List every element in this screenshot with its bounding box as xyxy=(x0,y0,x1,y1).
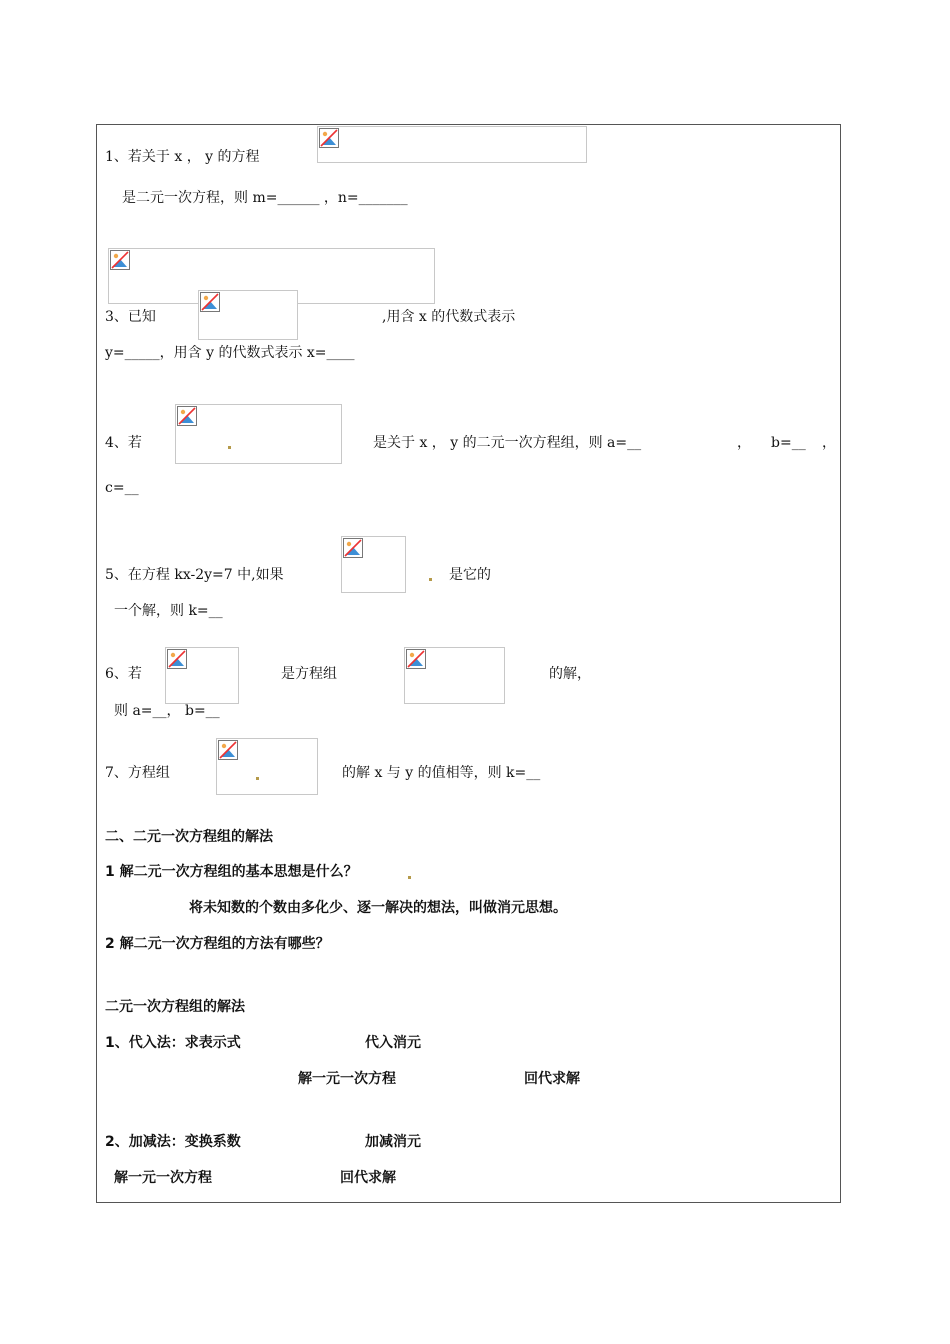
q6-label: 6、若 xyxy=(105,666,142,682)
broken-image-icon xyxy=(218,740,238,760)
broken-image-icon xyxy=(200,292,220,312)
q7-label: 7、方程组 xyxy=(105,765,170,781)
q1-text: 1、若关于 x ， y 的方程 xyxy=(105,149,260,165)
q4-label: 4、若 xyxy=(105,435,142,451)
q7-text: 的解 x 与 y 的值相等，则 k=__ xyxy=(342,765,541,781)
method-step: 回代求解 xyxy=(340,1170,396,1186)
method-step: 回代求解 xyxy=(524,1071,580,1087)
q1-answer-line: 是二元一次方程，则 m=______ ，n=_______ xyxy=(122,190,408,206)
equation-image-placeholder xyxy=(341,536,406,593)
q3-answer-line: y=_____，用含 y 的代数式表示 x=____ xyxy=(105,345,355,361)
question-text: 2 解二元一次方程组的方法有哪些？ xyxy=(105,936,330,952)
q6-answer-line: 则 a=__， b=__ xyxy=(114,703,220,719)
method-step: 解一元一次方程 xyxy=(114,1170,212,1186)
broken-image-icon xyxy=(343,538,363,558)
equation-image-placeholder xyxy=(216,738,318,795)
method-step: 2、加减法：变换系数 xyxy=(105,1134,241,1150)
anchor-dot xyxy=(408,876,411,879)
broken-image-icon xyxy=(110,250,130,270)
section-heading: 二、二元一次方程组的解法 xyxy=(105,829,273,845)
method-step: 1、代入法：求表示式 xyxy=(105,1035,241,1051)
q5-text: 是它的 xyxy=(449,567,491,583)
method-step: 加减消元 xyxy=(365,1134,421,1150)
sub-heading: 二元一次方程组的解法 xyxy=(105,999,245,1015)
equation-image-placeholder xyxy=(198,290,298,340)
q6-text: 是方程组 xyxy=(281,666,337,682)
answer-text: 将未知数的个数由多化少、逐一解决的想法，叫做消元思想。 xyxy=(189,900,567,916)
q3-text: ,用含 x 的代数式表示 xyxy=(382,309,516,325)
broken-image-icon xyxy=(406,649,426,669)
question-text: 1 解二元一次方程组的基本思想是什么？ xyxy=(105,864,358,880)
q4-separator: ， xyxy=(737,435,751,451)
anchor-dot xyxy=(228,446,231,449)
anchor-dot xyxy=(429,578,432,581)
q4-separator: ， xyxy=(822,435,836,451)
equation-image-placeholder xyxy=(317,126,587,163)
q5-text: 5、在方程 kx-2y=7 中,如果 xyxy=(105,567,284,583)
method-step: 解一元一次方程 xyxy=(298,1071,396,1087)
q4-b-blank: b=__ xyxy=(771,435,806,451)
q3-label: 3、已知 xyxy=(105,309,156,325)
q6-text: 的解， xyxy=(549,666,591,682)
broken-image-icon xyxy=(167,649,187,669)
anchor-dot xyxy=(256,777,259,780)
equation-image-placeholder xyxy=(175,404,342,464)
equation-image-placeholder xyxy=(165,647,239,704)
q4-c-blank: c=__ xyxy=(105,480,139,496)
equation-image-placeholder xyxy=(404,647,505,704)
q4-text: 是关于 x ， y 的二元一次方程组，则 a=__ xyxy=(373,435,642,451)
method-step: 代入消元 xyxy=(365,1035,421,1051)
broken-image-icon xyxy=(319,128,339,148)
q5-answer-line: 一个解，则 k=__ xyxy=(114,603,223,619)
broken-image-icon xyxy=(177,406,197,426)
